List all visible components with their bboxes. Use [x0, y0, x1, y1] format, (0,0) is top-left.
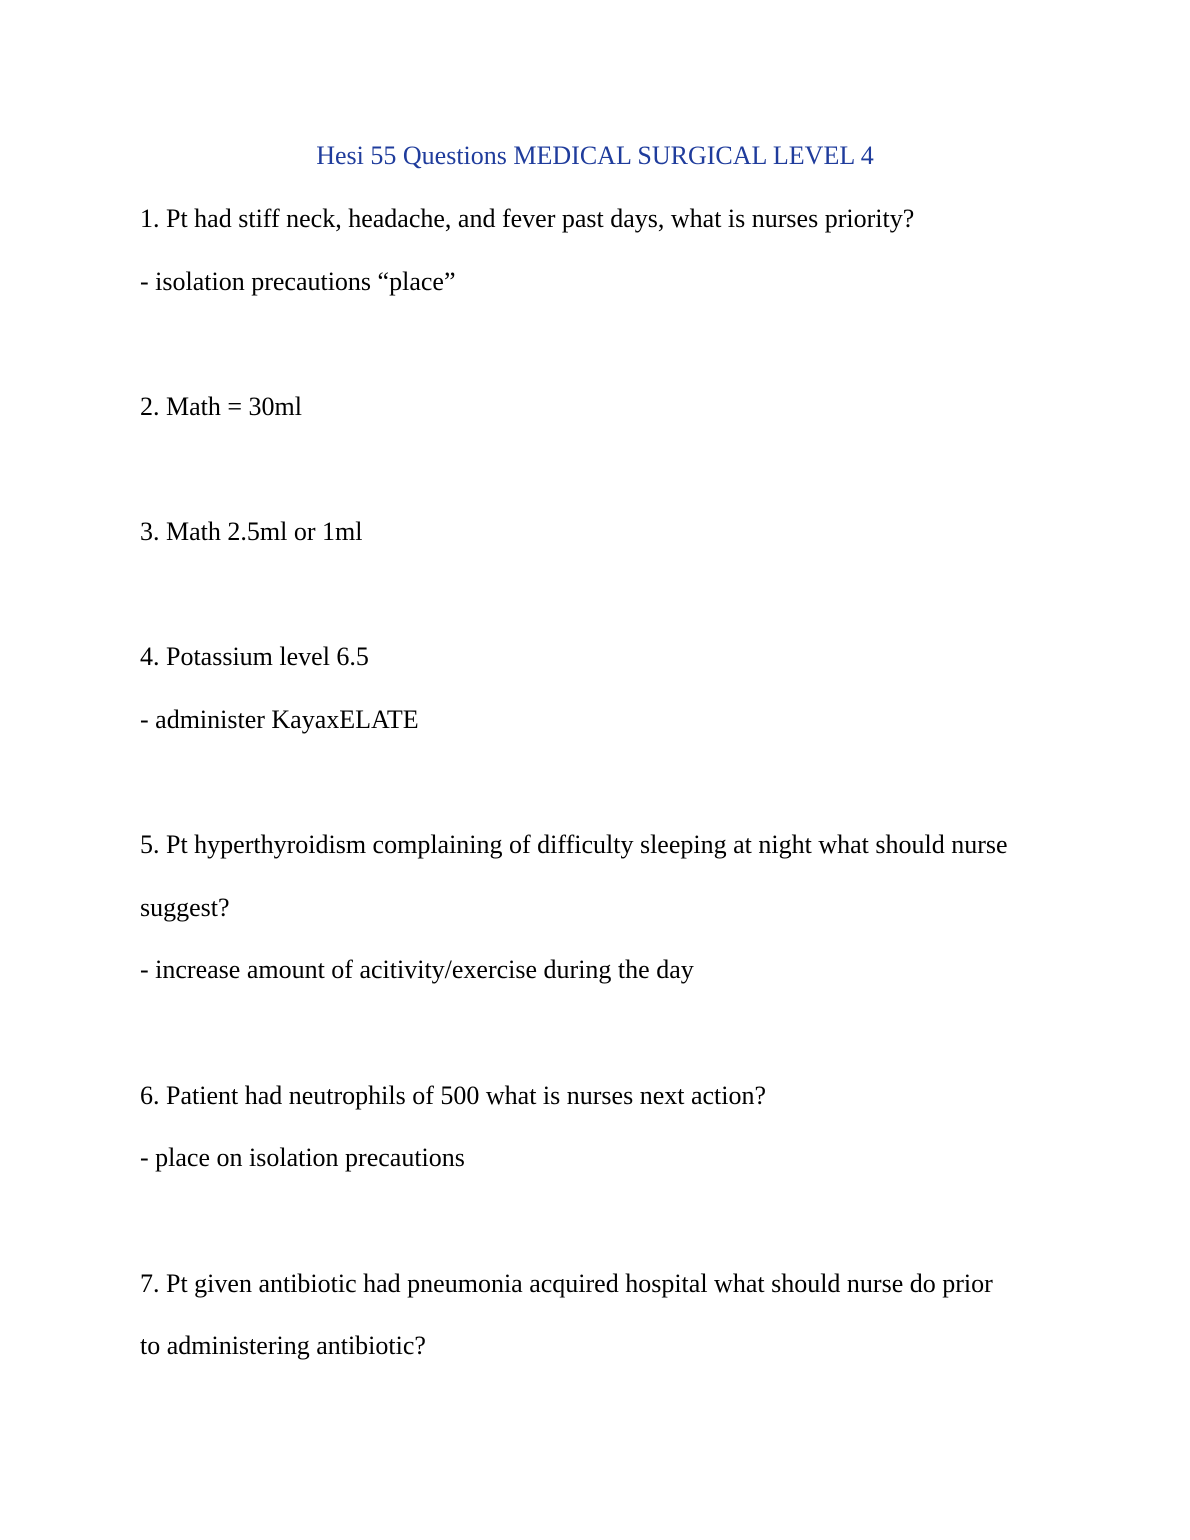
question-7: 7. Pt given antibiotic had pneumonia acquired hospital what should nurse do prior — [140, 1269, 993, 1298]
question-5: 5. Pt hyperthyroidism complaining of difficulty sleeping at night what should nurse — [140, 830, 1008, 859]
question-4: 4. Potassium level 6.5 — [140, 642, 369, 671]
answer-5: - increase amount of acitivity/exercise during the day — [140, 955, 694, 984]
answer-4: - administer KayaxELATE — [140, 705, 419, 734]
question-2: 2. Math = 30ml — [140, 392, 302, 421]
question-3: 3. Math 2.5ml or 1ml — [140, 517, 363, 546]
document-title: Hesi 55 Questions MEDICAL SURGICAL LEVEL 4 — [316, 141, 874, 170]
question-1: 1. Pt had stiff neck, headache, and fever past days, what is nurses priority? — [140, 204, 915, 233]
question-6: 6. Patient had neutrophils of 500 what is nurses next action? — [140, 1081, 767, 1110]
answer-1: - isolation precautions “place” — [140, 267, 456, 296]
question-5-continued: suggest? — [140, 893, 230, 922]
answer-6: - place on isolation precautions — [140, 1143, 465, 1172]
question-7-continued: to administering antibiotic? — [140, 1331, 426, 1360]
